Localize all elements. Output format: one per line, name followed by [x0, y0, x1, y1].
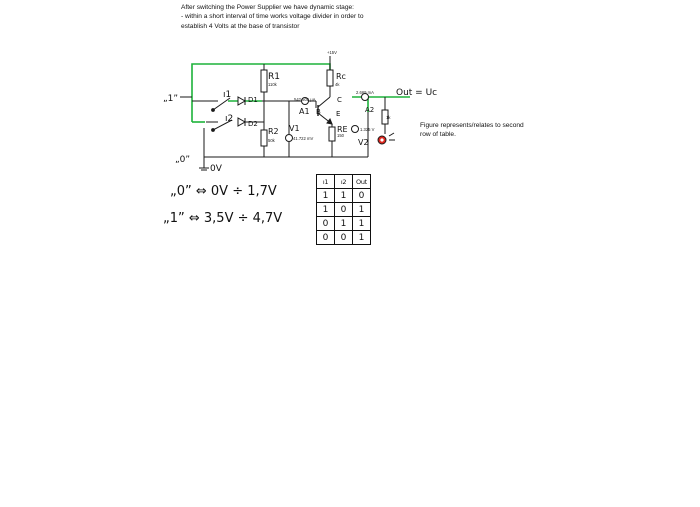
switch2-contact [212, 129, 215, 132]
re-label: RE [337, 125, 348, 134]
led-ray-1 [389, 133, 394, 136]
table-cell: 0 [335, 231, 353, 245]
d1-label: D1 [248, 96, 258, 104]
side-note-line-2: row of table. [420, 131, 456, 138]
table-row [317, 217, 371, 231]
zero-volt-label: 0V [210, 164, 222, 174]
d2-diode-icon [238, 118, 245, 126]
rc-label: Rc [336, 72, 346, 81]
re-resistor [329, 127, 335, 141]
v1-reading: 41.722 mV [293, 136, 314, 141]
side-note-line-1: Figure represents/relates to second [420, 122, 524, 129]
table-row [317, 189, 371, 203]
table-cell: 1 [353, 217, 371, 231]
table-cell: 0 [353, 189, 371, 203]
table-row [317, 203, 371, 217]
table-cell: 0 [317, 231, 335, 245]
header-switch2: ı2 [335, 175, 353, 189]
zero-level-definition: „0” ⇔ 0V ÷ 1,7V [170, 184, 277, 199]
v2-reading: 1.325 V [360, 127, 375, 132]
header-note-line-2: - within a short interval of time works voltage divider in order to [181, 13, 364, 21]
led-inner [380, 138, 383, 141]
switch2-label: ı2 [225, 114, 234, 124]
table-row [317, 231, 371, 245]
transistor-collector [318, 97, 330, 107]
c-label: C [337, 96, 342, 104]
switch1-contact [212, 109, 215, 112]
rc-resistor [327, 70, 333, 86]
out-label: Out = Uc [396, 88, 438, 98]
one-level-definition: „1” ⇔ 3,5V ÷ 4,7V [163, 211, 283, 226]
header-switch1: ı1 [317, 175, 335, 189]
table-cell: 0 [335, 203, 353, 217]
header-note-line-1: After switching the Power Supplier we have dynamic stage: [181, 4, 354, 11]
r1-resistor [261, 70, 267, 92]
table-cell: 1 [317, 189, 335, 203]
r1-label: R1 [268, 72, 280, 82]
v1-label: V1 [289, 124, 300, 133]
r2-value: 50k [268, 138, 275, 143]
r1-value: 110k [268, 82, 277, 87]
input-one-label: „1” [163, 94, 179, 104]
emitter-arrow [327, 119, 332, 124]
d1-diode-icon [238, 97, 245, 105]
a2-reading: 2.669 mA [356, 90, 374, 95]
v2-voltmeter-icon [352, 126, 359, 133]
header-note-line-3: establish 4 Volts at the base of transistor [181, 22, 300, 30]
rc-value: 4k [335, 82, 340, 87]
table-cell: 1 [317, 203, 335, 217]
r2-resistor [261, 130, 267, 146]
e-label: E [336, 110, 341, 118]
re-value: 150 [337, 133, 344, 138]
table-cell: 1 [353, 231, 371, 245]
v2-label: V2 [358, 138, 369, 147]
truth-table [316, 174, 371, 245]
table-cell: 1 [335, 217, 353, 231]
load-value: 1k [386, 115, 391, 120]
header-out: Out [353, 175, 371, 189]
table-cell: 0 [317, 217, 335, 231]
table-cell: 1 [335, 189, 353, 203]
input-zero-label: „0” [175, 155, 191, 165]
b-label: B [316, 108, 321, 116]
supply-label: +15V [327, 50, 337, 55]
a1-label: A1 [299, 107, 310, 116]
a2-label: A2 [365, 106, 375, 114]
table-cell: 1 [353, 203, 371, 217]
r2-label: R2 [268, 127, 279, 136]
truth-table-header [317, 175, 371, 189]
switch1-label: ı1 [223, 90, 232, 100]
v1-voltmeter-icon [286, 135, 293, 142]
a1-reading: 542.505 µA [294, 97, 316, 102]
d2-label: D2 [248, 120, 258, 128]
